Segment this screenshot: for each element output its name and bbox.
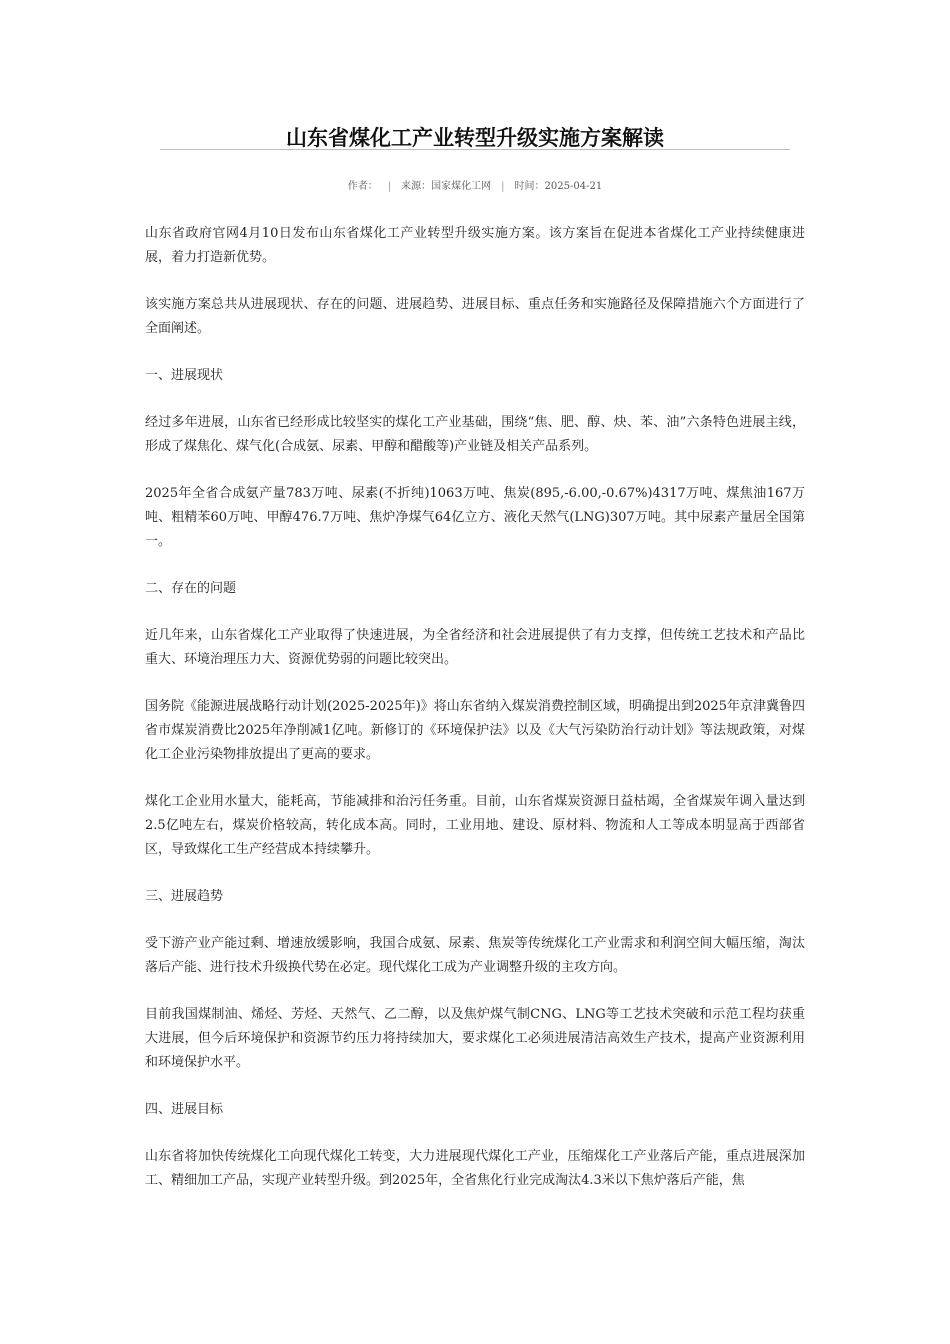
paragraph: 煤化工企业用水量大，能耗高，节能减排和治污任务重。目前，山东省煤炭资源日益枯竭，全省煤炭年调入量达到2.5亿吨左右，煤炭价格较高，转化成本高。同时，工业用地、建设、原材料、物流和人工等成本明显高于西部省区，导致煤化工生产经营成本持续攀升。 [145,794,805,857]
paragraph: 山东省政府官网4月10日发布山东省煤化工产业转型升级实施方案。该方案旨在促进本省煤化工产业持续健康进展，着力打造新优势。 [145,226,805,265]
article-body [145,222,805,1216]
paragraph: 受下游产业产能过剩、增速放缓影响，我国合成氨、尿素、焦炭等传统煤化工产业需求和利润空间大幅压缩，淘汰落后产能、进行技术升级换代势在必定。现代煤化工成为产业调整升级的主攻方向。 [145,936,805,975]
author-label: 作者： [347,181,378,192]
paragraph: 国务院《能源进展战略行动计划(2025-2025年)》将山东省纳入煤炭消费控制区域，明确提出到2025年京津冀鲁四省市煤炭消费比2025年净削减1亿吨。新修订的《环境保护法》以及《大气污染防治行动计划》等法规政策，对煤化工企业污染物排放提出了更高的要求。 [145,699,805,762]
title-divider [160,149,790,150]
paragraph: 近几年来，山东省煤化工产业取得了快速进展，为全省经济和社会进展提供了有力支撑，但传统工艺技术和产品比重大、环境治理压力大、资源优势弱的问题比较突出。 [145,628,805,667]
section-heading: 二、存在的问题 [145,581,237,596]
section-heading: 三、进展趋势 [145,889,224,904]
section-heading: 一、进展现状 [145,368,224,383]
paragraph: 山东省将加快传统煤化工向现代煤化工转变，大力进展现代煤化工产业，压缩煤化工产业落后产能，重点进展深加工、精细加工产品，实现产业转型升级。到2025年，全省焦化行业完成淘汰4.3米以下焦炉落后产能，焦 [145,1149,805,1188]
paragraph: 目前我国煤制油、烯烃、芳烃、天然气、乙二醇，以及焦炉煤气制CNG、LNG等工艺技术突破和示范工程均获重大进展，但今后环境保护和资源节约压力将持续加大，要求煤化工必须进展清洁高效生产技术，提高产业资源利用和环境保护水平。 [145,1007,805,1070]
source-label: 来源：国家煤化工网 [401,181,492,192]
meta-separator: | [501,181,505,192]
paragraph: 该实施方案总共从进展现状、存在的问题、进展趋势、进展目标、重点任务和实施路径及保障措施六个方面进行了全面阐述。 [145,297,805,336]
article-meta [160,180,790,194]
section-heading: 四、进展目标 [145,1102,224,1117]
paragraph: 经过多年进展，山东省已经形成比较坚实的煤化工产业基础，围绕“焦、肥、醇、炔、苯、油”六条特色进展主线，形成了煤焦化、煤气化(合成氨、尿素、甲醇和醋酸等)产业链及相关产品系列。 [145,415,805,454]
time-label: 时间：2025-04-21 [514,181,603,192]
meta-separator: | [387,181,392,192]
page-title: 山东省煤化工产业转型升级实施方案解读 [286,126,664,150]
paragraph: 2025年全省合成氨产量783万吨、尿素(不折纯)1063万吨、焦炭(895,-6.00,-0.67%)4317万吨、煤焦油167万吨、粗精苯60万吨、甲醇476.7万吨、焦炉净煤气64亿立方、液化天然气(LNG)307万吨。其中尿素产量居全国第一。 [145,486,805,549]
